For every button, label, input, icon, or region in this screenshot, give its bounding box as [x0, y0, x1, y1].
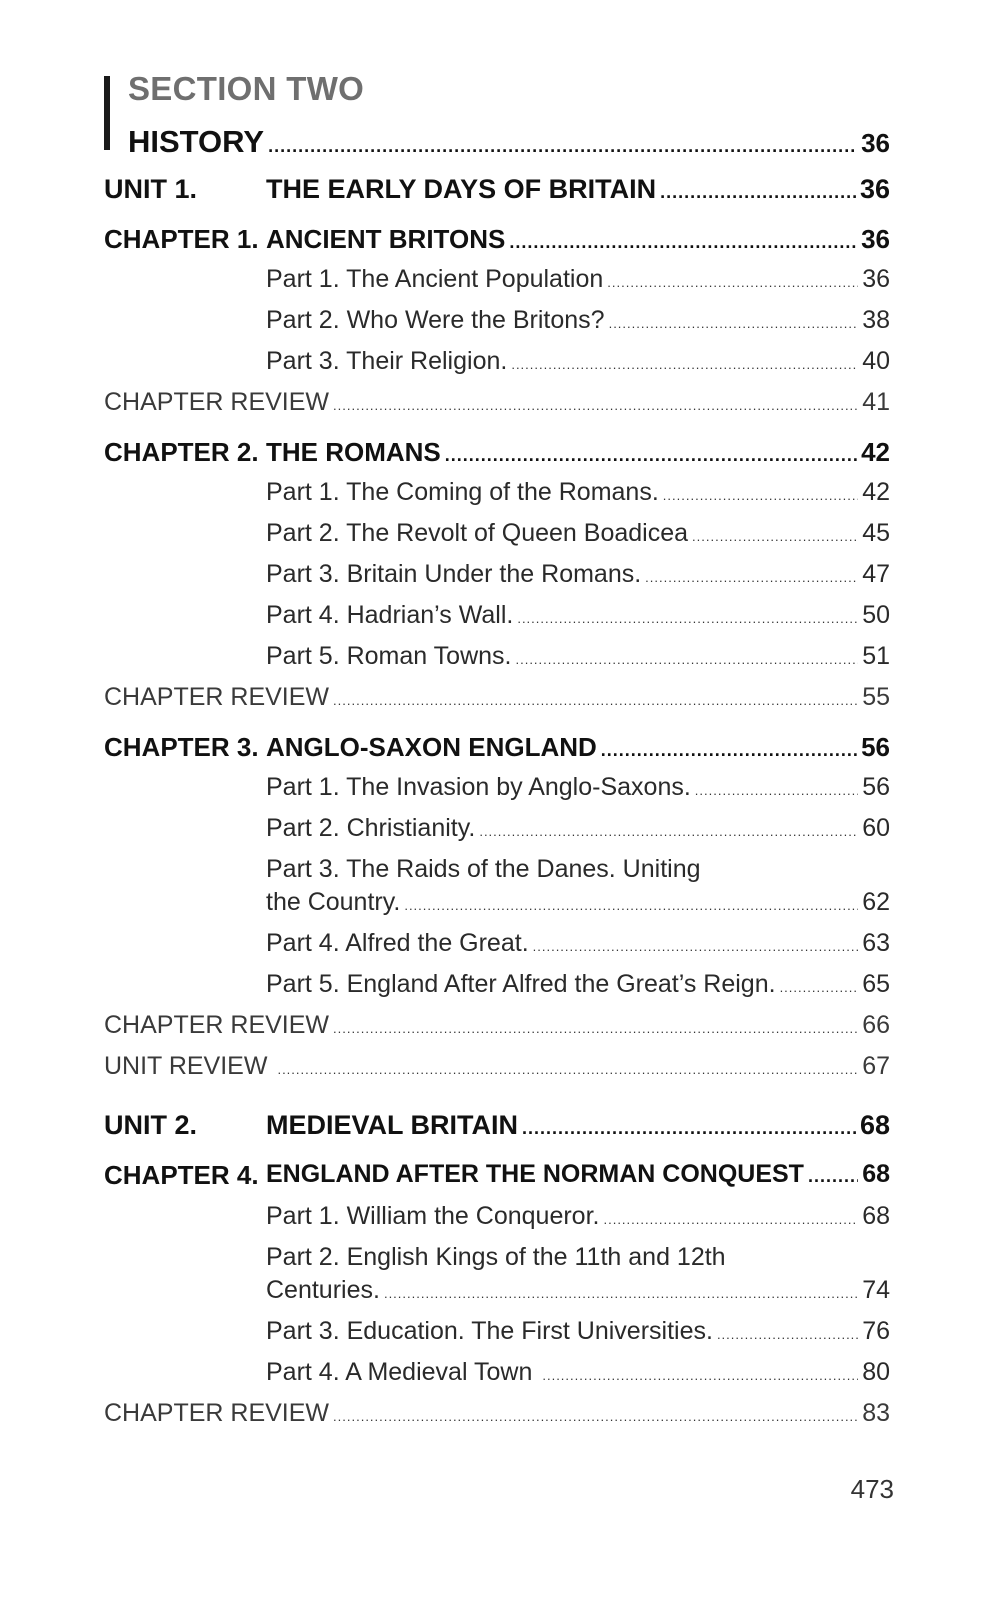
part-title: Part 4. Hadrian’s Wall.: [266, 601, 514, 629]
chapter-label: CHAPTER 3.: [104, 732, 259, 762]
leader-dots: [333, 398, 858, 413]
leader-dots: [404, 898, 858, 913]
leader-dots: [277, 1062, 858, 1077]
page-ref: 65: [862, 970, 890, 998]
part-title: Part 2. Who Were the Britons?: [266, 306, 605, 334]
page-ref: 62: [862, 888, 890, 916]
page-ref: 45: [862, 519, 890, 547]
review-title: CHAPTER REVIEW: [104, 1399, 330, 1427]
review-title: CHAPTER REVIEW: [104, 388, 330, 416]
part-title: Part 1. The Invasion by Anglo-Saxons.: [266, 773, 691, 801]
leader-dots: [780, 980, 859, 995]
page-ref: 41: [862, 388, 890, 416]
leader-dots: [663, 488, 858, 503]
leader-dots: [603, 1212, 858, 1227]
section-bar: [104, 76, 110, 150]
part-title: Part 2. The Revolt of Queen Boadicea: [266, 519, 689, 547]
leader-dots: [384, 1286, 858, 1301]
leader-dots: [268, 136, 857, 157]
page-ref: 51: [862, 642, 890, 670]
leader-dots: [692, 529, 858, 544]
chapter-label: CHAPTER 1.: [104, 224, 259, 254]
unit-label: UNIT 1.: [104, 174, 198, 204]
leader-dots: [645, 570, 858, 585]
chapter-label: CHAPTER 4.: [104, 1160, 259, 1190]
page-ref: 50: [862, 601, 890, 629]
page-ref: 68: [862, 1202, 890, 1230]
chapter-title: ANCIENT BRITONS: [266, 224, 506, 254]
page-ref: 56: [862, 773, 890, 801]
leader-dots: [479, 824, 858, 839]
part-title: Part 4. A Medieval Town: [266, 1358, 533, 1386]
page-ref: 40: [862, 347, 890, 375]
page-ref: 56: [861, 732, 890, 762]
page-ref: 67: [862, 1052, 890, 1080]
part-title: Part 3. Their Religion.: [266, 347, 508, 375]
page-ref: 68: [859, 1110, 890, 1140]
chapter-title: ANGLO-SAXON ENGLAND: [266, 732, 597, 762]
page-ref: 55: [862, 683, 890, 711]
chapter-label: CHAPTER 2.: [104, 437, 259, 467]
page-ref: 63: [862, 929, 890, 957]
page-ref: 42: [862, 478, 890, 506]
leader-dots: [522, 1118, 856, 1139]
unit-title: THE EARLY DAYS OF BRITAIN: [266, 174, 657, 204]
leader-dots: [509, 232, 857, 253]
leader-dots: [609, 316, 859, 331]
page-ref: 36: [861, 224, 890, 254]
leader-dots: [445, 445, 857, 466]
page-ref: 42: [861, 437, 890, 467]
leader-dots: [517, 611, 858, 626]
part-title: Part 1. The Coming of the Romans.: [266, 478, 659, 506]
part-title: Part 5. Roman Towns.: [266, 642, 512, 670]
part-title: Part 3. Education. The First Universities.: [266, 1317, 713, 1345]
unit-title: MEDIEVAL BRITAIN: [266, 1110, 519, 1140]
leader-dots: [515, 652, 858, 667]
chapter-title: THE ROMANS: [266, 437, 441, 467]
part-title-line1[interactable]: Part 3. The Raids of the Danes. Uniting: [266, 855, 701, 883]
page-number: 473: [850, 1474, 894, 1504]
part-title: Part 4. Alfred the Great.: [266, 929, 529, 957]
part-title: Part 3. Britain Under the Romans.: [266, 560, 642, 588]
page-ref: 60: [862, 814, 890, 842]
leader-dots: [333, 1021, 858, 1036]
part-title-line2: the Country.: [266, 888, 401, 916]
leader-dots: [511, 357, 858, 372]
page-ref: 80: [862, 1358, 890, 1386]
page-ref: 36: [862, 265, 890, 293]
leader-dots: [601, 740, 857, 761]
review-title: CHAPTER REVIEW: [104, 1011, 330, 1039]
part-title-line2: Centuries.: [266, 1276, 380, 1304]
part-title: Part 2. Christianity.: [266, 814, 476, 842]
leader-dots: [808, 1166, 858, 1187]
leader-dots: [542, 1368, 858, 1383]
review-title: CHAPTER REVIEW: [104, 683, 330, 711]
part-title: Part 1. The Ancient Population: [266, 265, 604, 293]
page-ref: 83: [862, 1399, 890, 1427]
leader-dots: [533, 939, 859, 954]
page-ref: 66: [862, 1011, 890, 1039]
page-ref: 68: [862, 1160, 890, 1188]
leader-dots: [333, 1409, 858, 1424]
page-ref: 38: [862, 306, 890, 334]
page-ref: 76: [862, 1317, 890, 1345]
page-ref: 36: [861, 128, 890, 158]
part-title: Part 1. William the Conqueror.: [266, 1202, 600, 1230]
chapter-title: ENGLAND AFTER THE NORMAN CONQUEST: [266, 1160, 804, 1188]
section-title: HISTORY: [128, 124, 265, 159]
page-ref: 36: [859, 174, 890, 204]
part-title: Part 5. England After Alfred the Great’s Reign.: [266, 970, 776, 998]
leader-dots: [333, 693, 858, 708]
unit-review-title: UNIT REVIEW: [104, 1052, 268, 1080]
page-ref: 47: [862, 560, 890, 588]
section-label: SECTION TWO: [128, 70, 365, 107]
page-ref: 74: [862, 1276, 890, 1304]
leader-dots: [607, 275, 858, 290]
leader-dots: [717, 1327, 858, 1342]
leader-dots: [660, 182, 856, 203]
leader-dots: [695, 783, 858, 798]
part-title-line1[interactable]: Part 2. English Kings of the 11th and 12th: [266, 1243, 726, 1271]
unit-label: UNIT 2.: [104, 1110, 198, 1140]
